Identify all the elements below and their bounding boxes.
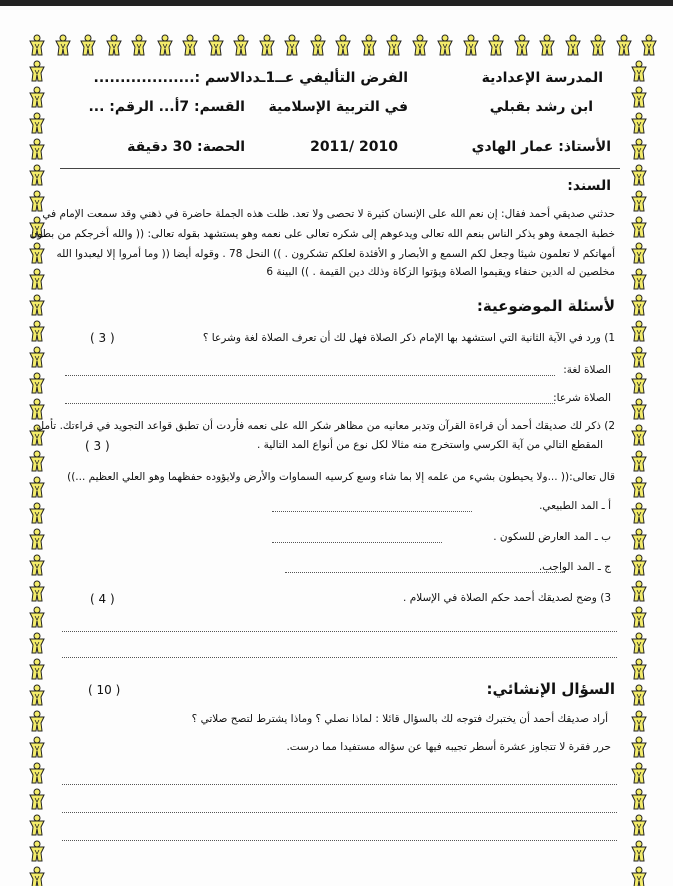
border-figure-icon	[28, 684, 46, 706]
border-figure-icon	[28, 788, 46, 810]
border-figure-icon	[28, 398, 46, 420]
border-figure-icon	[630, 86, 648, 108]
student-name-field: الاسم :...................	[93, 70, 245, 86]
sanad-line: حدثني صديقي أحمد فقال: إن نعم الله على الإنسان كثيرة لا تحصى ولا تعد. ظلت هذه الجملة حاضرة في ذهني وقد سمعت الإمام في	[42, 208, 615, 220]
border-figure-icon	[630, 788, 648, 810]
border-figure-icon	[28, 710, 46, 732]
answer-line[interactable]	[62, 840, 617, 841]
q3-text: 3) وضح لصديقك أحمد حكم الصلاة في الإسلام .	[403, 592, 611, 604]
border-figure-icon	[462, 34, 480, 56]
essay-title: السؤال الإنشائي:	[486, 680, 615, 698]
border-figure-icon	[630, 814, 648, 836]
border-figure-icon	[615, 34, 633, 56]
border-figure-icon	[258, 34, 276, 56]
border-figure-icon	[28, 476, 46, 498]
border-figure-icon	[630, 372, 648, 394]
q2-item-b: ب ـ المد العارض للسكون .	[493, 531, 611, 543]
border-figure-icon	[28, 242, 46, 264]
answer-line[interactable]	[62, 657, 617, 658]
border-figure-icon	[156, 34, 174, 56]
exam-title: الفرض التأليفي عــ1ـدد	[245, 70, 408, 86]
class-number-field: القسم: 7أ... الرقم: ...	[88, 99, 245, 115]
border-figure-icon	[630, 112, 648, 134]
border-figure-icon	[28, 632, 46, 654]
border-figure-icon	[630, 606, 648, 628]
border-figure-icon	[28, 138, 46, 160]
q1-answer-label-shar: الصلاة شرعا:	[553, 392, 611, 404]
border-figure-icon	[79, 34, 97, 56]
border-figure-icon	[630, 710, 648, 732]
school-year: 2011/ 2010	[310, 139, 398, 155]
q2-line2: المقطع التالي من آية الكرسي واستخرج منه مثالا لكل نوع من أنواع المد التالية .	[256, 439, 603, 451]
answer-line[interactable]	[285, 572, 565, 573]
border-figure-icon	[130, 34, 148, 56]
border-figure-icon	[28, 450, 46, 472]
border-figure-icon	[28, 320, 46, 342]
border-figure-icon	[630, 242, 648, 264]
q2-verse: قال تعالى:(( ...ولا يحيطون بشيء من علمه إلا بما شاء وسع كرسيه السماوات والأرض ولايؤوده حفظهما وهو العلي العظيم ...))	[67, 471, 615, 483]
border-figure-icon	[589, 34, 607, 56]
border-figure-icon	[28, 294, 46, 316]
border-figure-icon	[630, 320, 648, 342]
sanad-line: خطبة الجمعة وهو يذكر الناس بنعم الله تعالى ويدعوهم إلى شكره تعالى على نعمه وهو يستشهد بقوله تعالى: (( والله أخرجكم من بطون	[29, 228, 615, 240]
border-figure-icon	[630, 476, 648, 498]
border-figure-icon	[630, 632, 648, 654]
answer-line[interactable]	[272, 511, 472, 512]
border-figure-icon	[283, 34, 301, 56]
border-figure-icon	[630, 450, 648, 472]
border-figure-icon	[28, 866, 46, 886]
border-figure-icon	[640, 34, 658, 56]
border-figure-icon	[630, 138, 648, 160]
sanad-line: أمهاتكم لا تعلمون شيئا وجعل لكم السمع و الأبصار و الأفئدة لعلكم تشكرون . )) النحل 78 . وقوله أيضا (( وما أمروا إلا ليعبدوا الله	[56, 248, 615, 260]
border-figure-icon	[334, 34, 352, 56]
border-figure-icon	[28, 112, 46, 134]
border-figure-icon	[630, 268, 648, 290]
border-figure-icon	[54, 34, 72, 56]
border-figure-icon	[630, 346, 648, 368]
border-figure-icon	[630, 60, 648, 82]
border-figure-icon	[28, 502, 46, 524]
border-figure-icon	[28, 34, 46, 56]
border-figure-icon	[28, 606, 46, 628]
answer-line[interactable]	[65, 375, 555, 376]
border-figure-icon	[28, 164, 46, 186]
border-figure-icon	[411, 34, 429, 56]
border-figure-icon	[630, 294, 648, 316]
border-figure-icon	[28, 814, 46, 836]
q2-points: ( 3 )	[85, 439, 110, 453]
border-figure-icon	[630, 840, 648, 862]
border-figure-icon	[630, 424, 648, 446]
border-figure-icon	[28, 736, 46, 758]
border-figure-icon	[232, 34, 250, 56]
border-figure-icon	[360, 34, 378, 56]
border-figure-icon	[28, 528, 46, 550]
border-figure-icon	[630, 216, 648, 238]
q2-item-c: ج ـ المد الواجب.	[538, 561, 611, 573]
border-figure-icon	[181, 34, 199, 56]
top-bar	[0, 0, 673, 6]
border-figure-icon	[630, 658, 648, 680]
border-figure-icon	[630, 762, 648, 784]
border-figure-icon	[564, 34, 582, 56]
answer-line[interactable]	[62, 631, 617, 632]
essay-line2: حرر فقرة لا تتجاوز عشرة أسطر تجيبه فيها عن سؤاله مستفيدا مما درست.	[286, 741, 611, 753]
border-figure-icon	[630, 866, 648, 886]
border-figure-icon	[630, 164, 648, 186]
border-figure-icon	[105, 34, 123, 56]
answer-line[interactable]	[65, 403, 555, 404]
sanad-title: السند:	[567, 178, 611, 194]
objective-title: لأسئلة الموضوعية:	[476, 297, 615, 315]
border-figure-icon	[28, 580, 46, 602]
subject: في التربية الإسلامية	[268, 99, 408, 115]
border-figure-icon	[28, 658, 46, 680]
border-figure-icon	[28, 554, 46, 576]
q1-answer-label-lugha: الصلاة لغة:	[563, 364, 611, 376]
border-figure-icon	[630, 684, 648, 706]
q1-points: ( 3 )	[90, 331, 115, 345]
q2-line1: 2) ذكر لك صديقك أحمد أن قراءة القرآن وتدبر معانيه من مظاهر شكر الله على نعمه فأردت أن تطبق قواعد التجويد في قراءتك. تأمل	[36, 420, 615, 432]
q2-item-a: أ ـ المد الطبيعي.	[539, 500, 611, 512]
border-figure-icon	[630, 580, 648, 602]
border-figure-icon	[28, 840, 46, 862]
essay-line1: أراد صديقك أحمد أن يختبرك فتوجه لك بالسؤال قائلا : لماذا نصلي ؟ وماذا يشترط لتصح صلاتي ؟	[191, 713, 608, 725]
answer-line[interactable]	[62, 812, 617, 813]
border-figure-icon	[309, 34, 327, 56]
border-figure-icon	[28, 372, 46, 394]
border-figure-icon	[28, 60, 46, 82]
border-figure-icon	[385, 34, 403, 56]
border-figure-icon	[630, 190, 648, 212]
border-figure-icon	[630, 554, 648, 576]
border-figure-icon	[487, 34, 505, 56]
header-divider	[60, 168, 620, 169]
teacher-name: الأستاذ: عمار الهادي	[471, 139, 611, 155]
school-label: المدرسة الإعدادية	[481, 70, 603, 86]
border-figure-icon	[630, 736, 648, 758]
essay-points: ( 10 )	[88, 683, 121, 697]
border-figure-icon	[28, 762, 46, 784]
border-figure-icon	[630, 398, 648, 420]
border-figure-icon	[28, 268, 46, 290]
duration: الحصة: 30 دقيقة	[127, 139, 245, 155]
border-figure-icon	[28, 86, 46, 108]
border-figure-icon	[28, 346, 46, 368]
border-figure-icon	[513, 34, 531, 56]
answer-line[interactable]	[272, 542, 442, 543]
border-figure-icon	[207, 34, 225, 56]
border-figure-icon	[436, 34, 454, 56]
border-figure-icon	[630, 528, 648, 550]
school-name: ابن رشد بقبلي	[489, 99, 593, 115]
sanad-line: مخلصين له الدين حنفاء ويقيموا الصلاة ويؤتوا الزكاة وذلك دين القيمة . )) البينة 6	[266, 266, 615, 278]
q3-points: ( 4 )	[90, 592, 115, 606]
answer-line[interactable]	[62, 784, 617, 785]
border-figure-icon	[630, 502, 648, 524]
border-figure-icon	[538, 34, 556, 56]
q1-text: 1) ورد في الآية الثانية التي استشهد بها الإمام ذكر الصلاة فهل لك أن تعرف الصلاة لغة وشرعا ؟	[202, 332, 615, 344]
